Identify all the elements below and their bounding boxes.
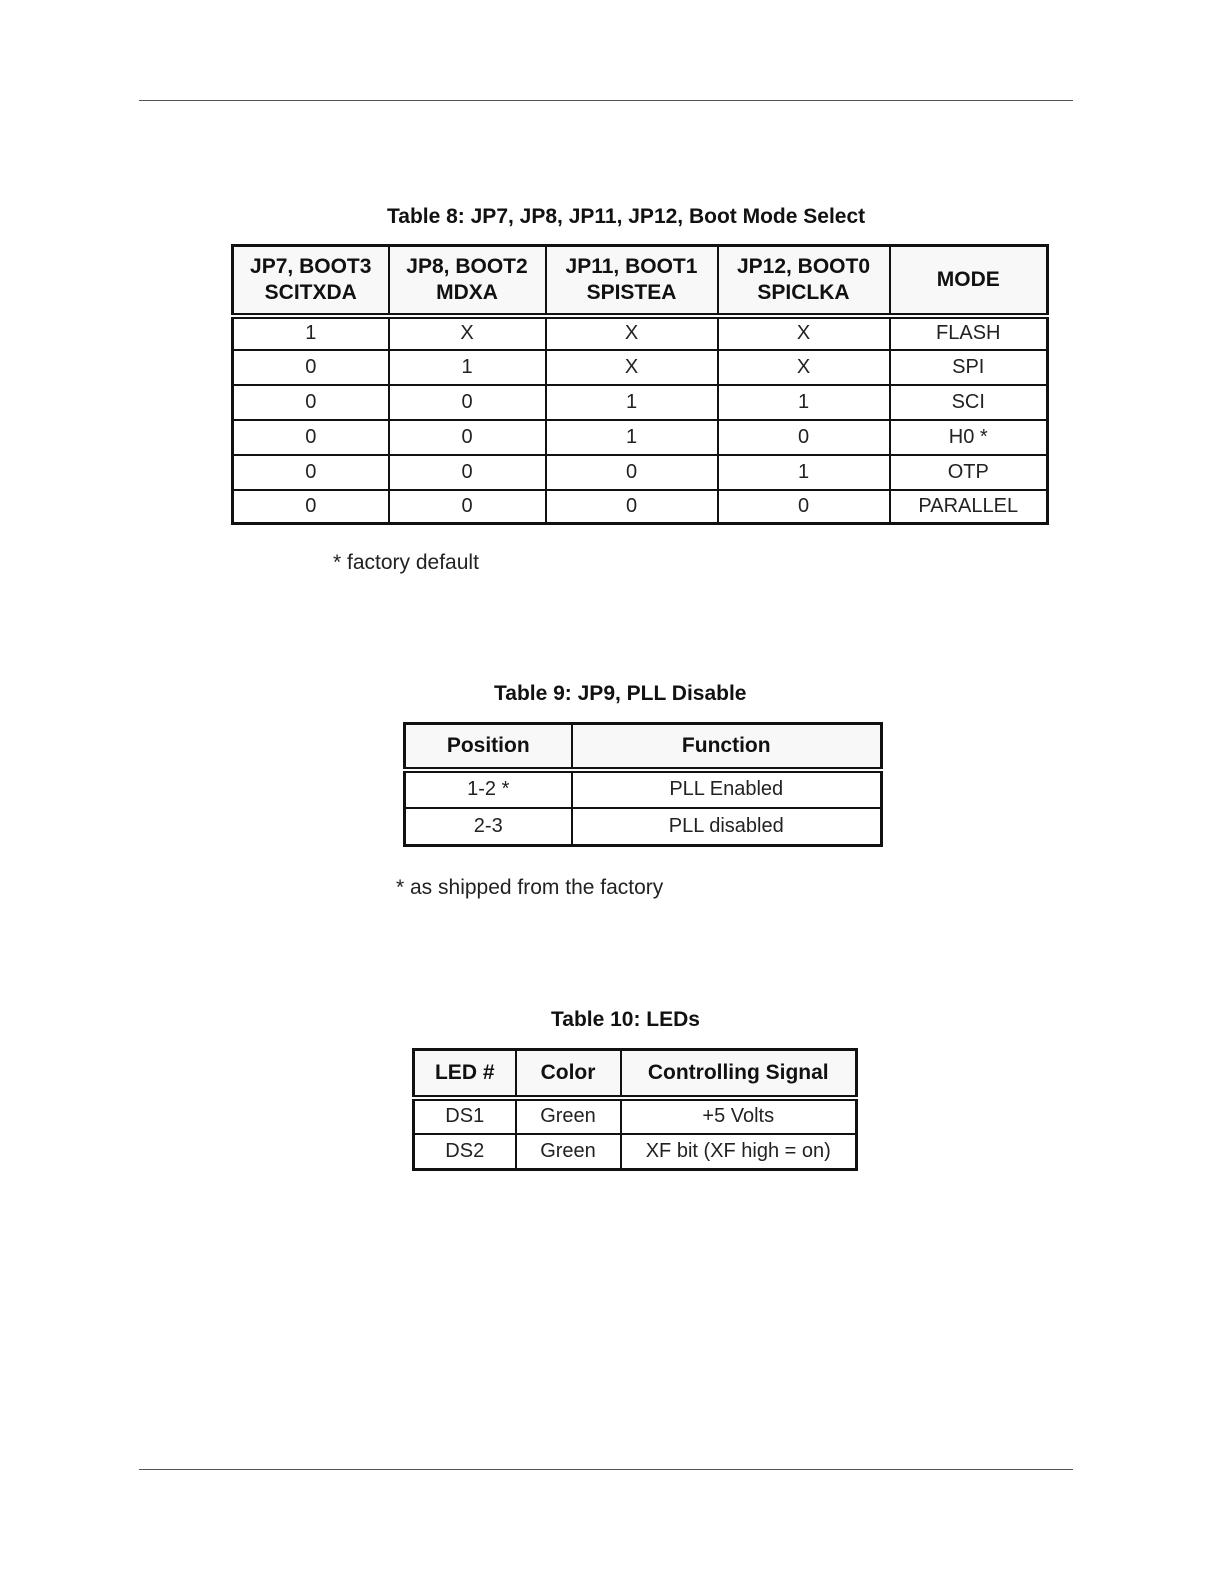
- table-header-row: [414, 1050, 857, 1098]
- footer-rule: [139, 1469, 1073, 1470]
- header-jp11: JP11, BOOT1 SPISTEA: [546, 246, 718, 316]
- cell-jp8: 0: [389, 420, 546, 455]
- table-row: [233, 490, 1048, 524]
- table-row: [405, 808, 882, 846]
- cell-jp7: 0: [233, 490, 389, 524]
- header-function: Function: [572, 724, 882, 770]
- table-row: [405, 770, 882, 808]
- cell-jp8: 0: [389, 490, 546, 524]
- cell-jp7: 0: [233, 385, 389, 420]
- cell-jp7: 0: [233, 420, 389, 455]
- table9-footnote: * as shipped from the factory: [396, 876, 664, 899]
- table-row: [233, 420, 1048, 455]
- header-controlling-signal: Controlling Signal: [621, 1050, 857, 1098]
- cell-controlling-signal: +5 Volts: [621, 1098, 857, 1134]
- header-jp8: JP8, BOOT2 MDXA: [389, 246, 546, 316]
- cell-mode: FLASH: [890, 316, 1048, 350]
- header-color: Color: [516, 1050, 621, 1098]
- table8-caption: Table 8: JP7, JP8, JP11, JP12, Boot Mode Select: [387, 205, 866, 228]
- header-jp12: JP12, BOOT0 SPICLKA: [718, 246, 890, 316]
- header-mode: MODE: [890, 246, 1048, 316]
- table-row: [233, 316, 1048, 350]
- header-rule: [139, 100, 1073, 101]
- cell-color: Green: [516, 1098, 621, 1134]
- cell-jp12: X: [718, 350, 890, 385]
- table-row: [233, 350, 1048, 385]
- cell-led-number: DS2: [414, 1134, 516, 1170]
- cell-function: PLL disabled: [572, 808, 882, 846]
- cell-controlling-signal: XF bit (XF high = on): [621, 1134, 857, 1170]
- header-position: Position: [405, 724, 572, 770]
- cell-jp11: 1: [546, 420, 718, 455]
- cell-position: 1-2 *: [405, 770, 572, 808]
- cell-jp8: 0: [389, 455, 546, 490]
- table-header-row: [233, 246, 1048, 316]
- cell-mode: SPI: [890, 350, 1048, 385]
- cell-function: PLL Enabled: [572, 770, 882, 808]
- cell-jp11: X: [546, 316, 718, 350]
- header-jp7: JP7, BOOT3 SCITXDA: [233, 246, 389, 316]
- table-header-row: [405, 724, 882, 770]
- cell-jp12: X: [718, 316, 890, 350]
- cell-jp7: 0: [233, 350, 389, 385]
- table8-footnote: * factory default: [333, 551, 479, 574]
- cell-mode: SCI: [890, 385, 1048, 420]
- cell-jp7: 1: [233, 316, 389, 350]
- cell-jp11: 0: [546, 490, 718, 524]
- table-row: [414, 1134, 857, 1170]
- cell-mode: OTP: [890, 455, 1048, 490]
- cell-jp8: 0: [389, 385, 546, 420]
- table10-caption: Table 10: LEDs: [551, 1008, 700, 1031]
- boot-mode-table: [231, 244, 1049, 525]
- cell-jp8: 1: [389, 350, 546, 385]
- cell-led-number: DS1: [414, 1098, 516, 1134]
- pll-disable-table: [403, 722, 883, 847]
- cell-jp11: 0: [546, 455, 718, 490]
- cell-jp11: 1: [546, 385, 718, 420]
- cell-jp12: 0: [718, 420, 890, 455]
- cell-mode: H0 *: [890, 420, 1048, 455]
- cell-jp7: 0: [233, 455, 389, 490]
- cell-color: Green: [516, 1134, 621, 1170]
- cell-jp11: X: [546, 350, 718, 385]
- cell-mode: PARALLEL: [890, 490, 1048, 524]
- leds-table: [412, 1048, 858, 1171]
- cell-jp12: 0: [718, 490, 890, 524]
- table9-caption: Table 9: JP9, PLL Disable: [494, 682, 747, 705]
- table-row: [233, 455, 1048, 490]
- cell-jp12: 1: [718, 455, 890, 490]
- cell-position: 2-3: [405, 808, 572, 846]
- header-led-number: LED #: [414, 1050, 516, 1098]
- table-row: [233, 385, 1048, 420]
- cell-jp12: 1: [718, 385, 890, 420]
- cell-jp8: X: [389, 316, 546, 350]
- table-row: [414, 1098, 857, 1134]
